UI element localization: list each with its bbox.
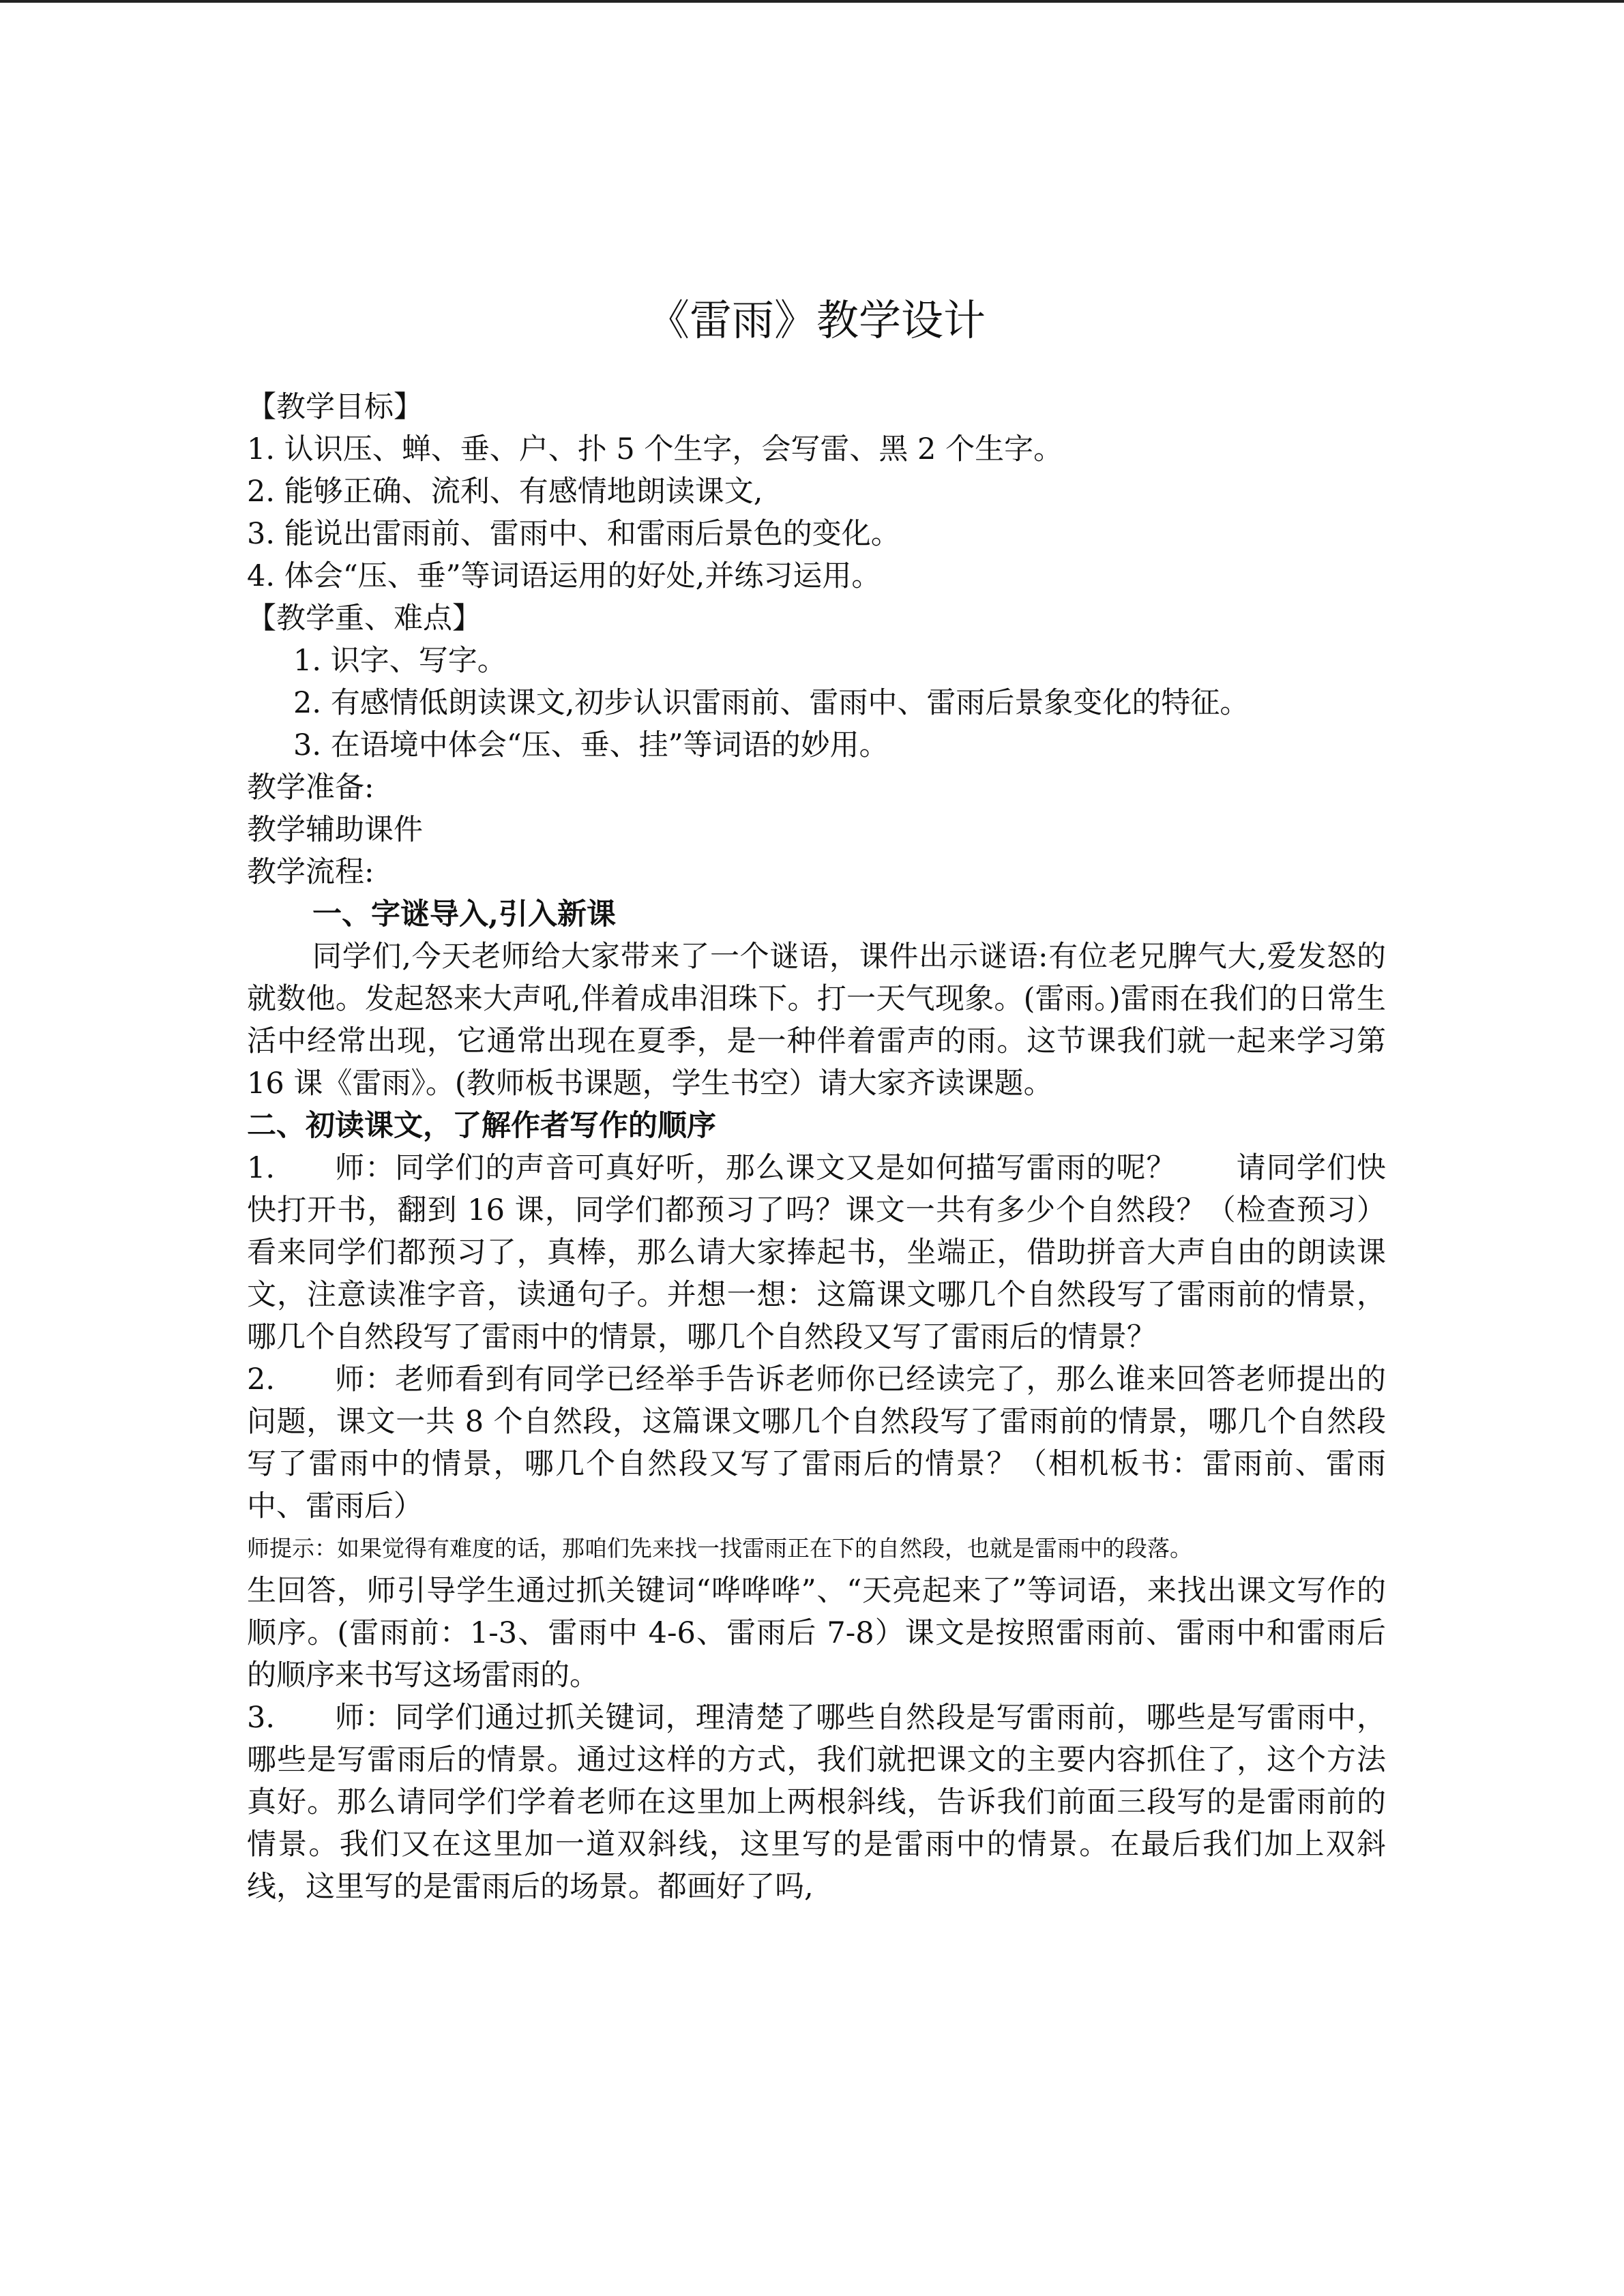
keypoints-heading: 【教学重、难点】 (247, 601, 482, 636)
objective-item: 3. 能说出雷雨前、雷雨中、和雷雨后景色的变化。 (247, 517, 900, 551)
student-answer: 生回答，师引导学生通过抓关键词“哗哗哗”、“天亮起来了”等词语，来找出课文写作的顺序。(雷雨前：1-3、雷雨中 4-6、雷雨后 7-8）课文是按照雷雨前、雷雨中和雷雨后的顺序来书写这场雷雨的。 (247, 1574, 1386, 1693)
step-number: 3. (247, 1701, 276, 1735)
step-text: 师：老师看到有同学已经举手告诉老师你已经读完了，那么谁来回答老师提出的问题，课文一共 8 个自然段，这篇课文哪几个自然段写了雷雨前的情景，哪几个自然段写了雷雨中的情景，哪几个自然段又写了雷雨后的情景？（相机板书：雷雨前、雷雨中、雷雨后） (247, 1362, 1386, 1523)
step-number: 2. (247, 1362, 276, 1397)
step-item-3 (247, 1697, 1386, 1908)
flow-label: 教学流程: (247, 855, 374, 889)
step-item-2 (247, 1358, 1386, 1527)
keypoint-item: 1. 识字、写字。 (293, 644, 507, 678)
document-page (247, 286, 1386, 1908)
section2-heading: 二、初读课文，了解作者写作的顺序 (247, 1109, 716, 1143)
keypoint-item: 2. 有感情低朗读课文,初步认识雷雨前、雷雨中、雷雨后景象变化的特征。 (293, 686, 1250, 720)
objective-item: 2. 能够正确、流利、有感情地朗读课文, (247, 475, 763, 509)
objectives-heading: 【教学目标】 (247, 390, 423, 424)
prep-label: 教学准备: (247, 771, 374, 805)
step-text: 师：同学们通过抓关键词，理清楚了哪些自然段是写雷雨前，哪些是写雷雨中，哪些是写雷雨后的情景。通过这样的方式，我们就把课文的主要内容抓住了，这个方法真好。那么请同学们学着老师在这里加上两根斜线，告诉我们前面三段写的是雷雨前的情景。我们又在这里加一道双斜线，这里写的是雷雨中的情景。在最后我们加上双斜线，这里写的是雷雨后的场景。都画好了吗, (247, 1701, 1386, 1904)
step-item-1 (247, 1147, 1386, 1358)
section1-paragraph: 同学们,今天老师给大家带来了一个谜语，课件出示谜语:有位老兄脾气大,爱发怒的就数他。发起怒来大声吼,伴着成串泪珠下。打一天气现象。(雷雨。)雷雨在我们的日常生活中经常出现，它通常出现在夏季，是一种伴着雷声的雨。这节课我们就一起来学习第 16 课《雷雨》。(教师板书课题，学生书空）请大家齐读课题。 (247, 940, 1386, 1101)
prep-value: 教学辅助课件 (247, 813, 423, 847)
teacher-hint: 师提示：如果觉得有难度的话，那咱们先来找一找雷雨正在下的自然段，也就是雷雨中的段落。 (247, 1535, 1192, 1562)
document-title: 《雷雨》教学设计 (647, 295, 986, 345)
keypoint-item: 3. 在语境中体会“压、垂、挂”等词语的妙用。 (293, 728, 889, 762)
objective-item: 4. 体会“压、垂”等词语运用的好处,并练习运用。 (247, 559, 881, 593)
section1-heading: 一、字谜导入,引入新课 (312, 897, 616, 931)
step-text: 师：同学们的声音可真好听，那么课文又是如何描写雷雨的呢？ 请同学们快快打开书，翻到 16 课，同学们都预习了吗？课文一共有多少个自然段？（检查预习）看来同学们都预习了，真棒，那么请大家捧起书，坐端正，借助拼音大声自由的朗读课文，注意读准字音，读通句子。并想一想：这篇课文哪几个自然段写了雷雨前的情景，哪几个自然段写了雷雨中的情景，哪几个自然段又写了雷雨后的情景？ (247, 1151, 1386, 1354)
page-top-border (0, 0, 1624, 3)
objective-item: 1. 认识压、蝉、垂、户、扑 5 个生字，会写雷、黑 2 个生字。 (247, 432, 1063, 466)
step-number: 1. (247, 1151, 276, 1185)
